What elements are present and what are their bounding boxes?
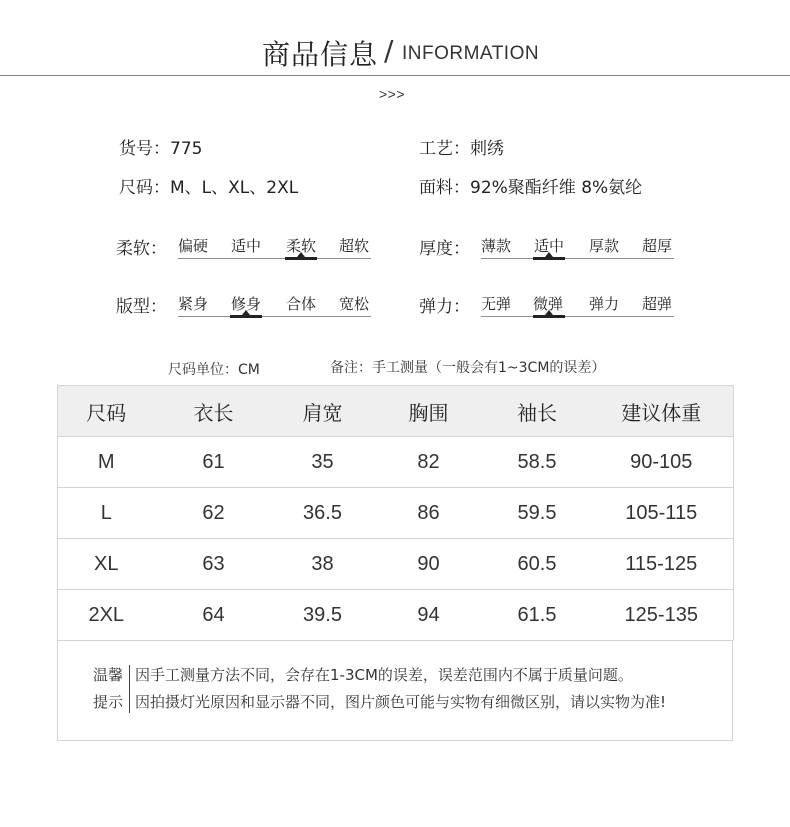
tips-line: 因手工测量方法不同，会存在1-3CM的误差，误差范围内不属于质量问题。 [135, 666, 633, 684]
thickness-option-selected: 适中 [534, 237, 565, 255]
elasticity-pointer-icon [545, 310, 553, 315]
table-cell: 39.5 [273, 590, 373, 641]
softness-scale [178, 258, 371, 259]
fit-option: 宽松 [339, 295, 370, 313]
table-cell: 115-125 [590, 539, 734, 590]
table-cell: 62 [155, 488, 273, 539]
elasticity-selected-marker [533, 315, 565, 318]
elasticity-option: 超弹 [642, 295, 673, 313]
table-cell: 94 [373, 590, 485, 641]
softness-pointer-icon [297, 252, 305, 257]
table-cell: 61 [155, 437, 273, 488]
column-header: 尺码 [58, 386, 155, 437]
size-unit-note: 尺码单位：CM [168, 362, 260, 378]
table-cell: 38 [273, 539, 373, 590]
column-header: 袖长 [485, 386, 590, 437]
softness-option: 超软 [339, 237, 370, 255]
table-cell: 90 [373, 539, 485, 590]
thickness-option: 薄款 [481, 237, 512, 255]
table-cell: 86 [373, 488, 485, 539]
elasticity-option: 弹力 [589, 295, 620, 313]
craft-info: 工艺：刺绣 [419, 139, 504, 159]
column-header: 肩宽 [273, 386, 373, 437]
table-cell: 64 [155, 590, 273, 641]
softness-label: 柔软： [116, 239, 167, 259]
item-number: 货号：775 [119, 139, 203, 159]
elasticity-option-selected: 微弹 [533, 295, 564, 313]
table-cell: 60.5 [485, 539, 590, 590]
page-title: 商品信息 [262, 38, 379, 71]
sizes-info: 尺码：M、L、XL、2XL [119, 178, 299, 198]
softness-selected-marker [285, 257, 317, 260]
title-separator: / [384, 34, 394, 67]
table-cell: XL [58, 539, 155, 590]
page-subtitle: INFORMATION [402, 43, 540, 64]
table-row [58, 590, 734, 641]
thickness-selected-marker [533, 257, 565, 260]
elasticity-option: 无弹 [481, 295, 512, 313]
table-cell: 58.5 [485, 437, 590, 488]
measurement-remark: 备注：手工测量（一般会有1~3CM的误差） [330, 360, 606, 376]
tips-divider [129, 665, 130, 713]
fabric-info: 面料：92%聚酯纤维 8%氨纶 [419, 178, 643, 198]
table-cell: 36.5 [273, 488, 373, 539]
thickness-option: 厚款 [589, 237, 620, 255]
fit-option: 合体 [286, 295, 317, 313]
table-cell: M [58, 437, 155, 488]
fit-selected-marker [230, 315, 262, 318]
tips-line: 因拍摄灯光原因和显示器不同，图片颜色可能与实物有细微区别，请以实物为准! [135, 693, 667, 711]
table-cell: 125-135 [590, 590, 734, 641]
table-header-row [58, 386, 734, 437]
table-cell: 2XL [58, 590, 155, 641]
table-cell: 35 [273, 437, 373, 488]
softness-option: 适中 [231, 237, 262, 255]
table-row [58, 539, 734, 590]
table-cell: 59.5 [485, 488, 590, 539]
chevron-right-icon: >>> [379, 86, 406, 102]
fit-option: 紧身 [178, 295, 209, 313]
tips-label: 提示 [93, 693, 124, 711]
table-cell: 82 [373, 437, 485, 488]
thickness-label: 厚度： [419, 239, 470, 259]
table-cell: 90-105 [590, 437, 734, 488]
thickness-pointer-icon [545, 252, 553, 257]
fit-pointer-icon [242, 310, 250, 315]
fit-label: 版型： [116, 297, 167, 317]
fit-scale [178, 316, 371, 317]
softness-option: 偏硬 [178, 237, 209, 255]
size-table [57, 385, 734, 641]
header-divider [0, 75, 790, 76]
elasticity-scale [481, 316, 674, 317]
table-cell: 105-115 [590, 488, 734, 539]
table-cell: 63 [155, 539, 273, 590]
column-header: 建议体重 [590, 386, 734, 437]
table-row [58, 437, 734, 488]
elasticity-label: 弹力： [419, 297, 470, 317]
table-row [58, 488, 734, 539]
column-header: 胸围 [373, 386, 485, 437]
thickness-scale [481, 258, 674, 259]
table-cell: L [58, 488, 155, 539]
table-cell: 61.5 [485, 590, 590, 641]
thickness-option: 超厚 [642, 237, 673, 255]
softness-option-selected: 柔软 [286, 237, 317, 255]
column-header: 衣长 [155, 386, 273, 437]
tips-label: 温馨 [93, 666, 124, 684]
fit-option-selected: 修身 [231, 295, 262, 313]
